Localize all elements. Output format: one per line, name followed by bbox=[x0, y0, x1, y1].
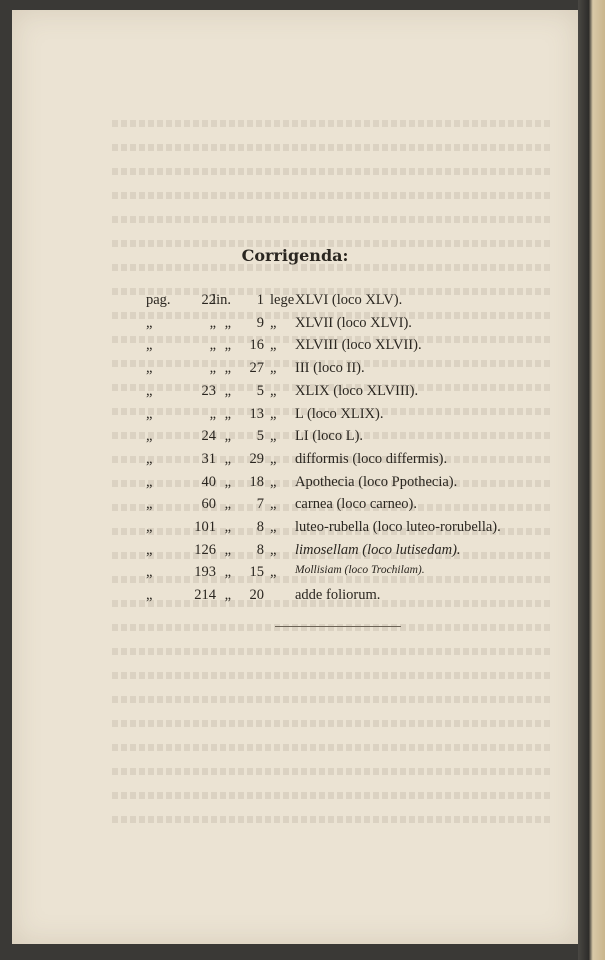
page-number: „ bbox=[209, 360, 216, 377]
ditto-mark: „ bbox=[270, 428, 277, 445]
page-number: 193 bbox=[194, 564, 216, 581]
line-abbrev: „ bbox=[224, 360, 231, 377]
line-number: 7 bbox=[256, 496, 264, 513]
page-abbrev: „ bbox=[146, 519, 153, 535]
page-number: 23 bbox=[201, 382, 216, 399]
book-edge bbox=[578, 0, 605, 960]
correction-text: limosellam (loco lutisedam). bbox=[295, 541, 461, 558]
correction-text: difformis (loco differmis). bbox=[295, 450, 448, 467]
page-abbrev: „ bbox=[146, 360, 153, 377]
corrigenda-row bbox=[12, 360, 578, 382]
correction-text: XLVI (loco XLV). bbox=[295, 292, 403, 308]
correction-text: Apothecia (loco Ppothecia). bbox=[295, 473, 458, 490]
page-abbrev: pag. bbox=[146, 292, 171, 308]
line-number: 18 bbox=[249, 473, 264, 490]
page-abbrev: „ bbox=[146, 405, 153, 422]
divider-rule bbox=[275, 626, 401, 627]
correction-text: III (loco II). bbox=[295, 360, 365, 377]
correction-text: Mollisiam (loco Trochilam). bbox=[295, 564, 425, 577]
corrigenda-row bbox=[12, 428, 578, 450]
page-abbrev: „ bbox=[146, 428, 153, 445]
line-number: 29 bbox=[249, 450, 264, 467]
page-number: „ bbox=[209, 405, 216, 422]
page-number: 60 bbox=[201, 496, 216, 513]
page-abbrev: „ bbox=[146, 314, 153, 331]
line-abbrev: „ bbox=[224, 587, 231, 604]
ditto-mark: „ bbox=[270, 405, 277, 422]
line-abbrev: „ bbox=[224, 564, 231, 581]
ditto-mark: „ bbox=[270, 564, 277, 581]
page-number: 101 bbox=[194, 519, 216, 535]
corrigenda-row bbox=[12, 451, 578, 473]
line-number: 5 bbox=[256, 382, 264, 399]
correction-text: luteo-rubella (loco luteo-rorubella). bbox=[295, 519, 501, 535]
line-number: 20 bbox=[249, 587, 264, 604]
line-number: 15 bbox=[249, 564, 264, 581]
book-page bbox=[12, 10, 578, 944]
page-abbrev: „ bbox=[146, 541, 153, 558]
line-number: 8 bbox=[256, 541, 264, 558]
corrigenda-row bbox=[12, 406, 578, 428]
corrigenda-row bbox=[12, 496, 578, 518]
line-abbrev: „ bbox=[224, 382, 231, 399]
correction-text: XLIX (loco XLVIII). bbox=[295, 382, 419, 399]
page-abbrev: „ bbox=[146, 587, 153, 604]
page-number: 22 bbox=[201, 292, 216, 308]
ditto-mark: „ bbox=[270, 496, 277, 513]
line-number: 27 bbox=[249, 360, 264, 377]
corrigenda-row bbox=[12, 587, 578, 609]
line-number: 16 bbox=[249, 337, 264, 354]
corrigenda-row bbox=[12, 315, 578, 337]
page-abbrev: „ bbox=[146, 382, 153, 399]
ditto-mark: „ bbox=[270, 519, 277, 535]
corrigenda-row bbox=[12, 474, 578, 496]
corrigenda-row bbox=[12, 564, 578, 586]
ditto-mark: „ bbox=[270, 473, 277, 490]
corrigenda-row bbox=[12, 383, 578, 405]
line-abbrev: „ bbox=[224, 541, 231, 558]
page-number: 24 bbox=[201, 428, 216, 445]
page-abbrev: „ bbox=[146, 337, 153, 354]
page-abbrev: „ bbox=[146, 496, 153, 513]
ditto-mark: „ bbox=[270, 382, 277, 399]
corrigenda-row bbox=[12, 542, 578, 564]
corrigenda-row bbox=[12, 519, 578, 541]
correction-text: carnea (loco carneo). bbox=[295, 496, 417, 513]
ditto-mark: „ bbox=[270, 541, 277, 558]
line-abbrev: „ bbox=[224, 428, 231, 445]
page-abbrev: „ bbox=[146, 450, 153, 467]
line-abbrev: „ bbox=[224, 337, 231, 354]
corrigenda-row bbox=[12, 292, 578, 314]
page-number: „ bbox=[209, 314, 216, 331]
line-abbrev: „ bbox=[224, 405, 231, 422]
page-abbrev: „ bbox=[146, 564, 153, 581]
page-title: Corrigenda: bbox=[241, 246, 349, 265]
line-number: 8 bbox=[256, 519, 264, 535]
page-abbrev: „ bbox=[146, 473, 153, 490]
line-number: 1 bbox=[256, 292, 264, 308]
ditto-mark: „ bbox=[270, 314, 277, 331]
ditto-mark: lege bbox=[270, 292, 295, 308]
correction-text: XLVII (loco XLVI). bbox=[295, 314, 412, 331]
line-abbrev: „ bbox=[224, 496, 231, 513]
line-number: 13 bbox=[249, 405, 264, 422]
page-number: 40 bbox=[201, 473, 216, 490]
correction-text: XLVIII (loco XLVII). bbox=[295, 337, 422, 354]
page-number: 214 bbox=[194, 587, 216, 604]
line-abbrev: „ bbox=[224, 473, 231, 490]
correction-text: L (loco XLIX). bbox=[295, 405, 384, 422]
line-number: 5 bbox=[256, 428, 264, 445]
line-abbrev: „ bbox=[224, 450, 231, 467]
line-abbrev: „ bbox=[224, 314, 231, 331]
line-number: 9 bbox=[256, 314, 264, 331]
ditto-mark: „ bbox=[270, 360, 277, 377]
page-number: „ bbox=[209, 337, 216, 354]
page-number: 126 bbox=[194, 541, 216, 558]
ditto-mark: „ bbox=[270, 450, 277, 467]
line-abbrev: lin. bbox=[212, 292, 231, 308]
line-abbrev: „ bbox=[224, 519, 231, 535]
correction-text: LI (loco L). bbox=[295, 428, 364, 445]
ditto-mark: „ bbox=[270, 337, 277, 354]
page-number: 31 bbox=[201, 450, 216, 467]
correction-text: adde foliorum. bbox=[295, 587, 381, 604]
corrigenda-row bbox=[12, 337, 578, 359]
